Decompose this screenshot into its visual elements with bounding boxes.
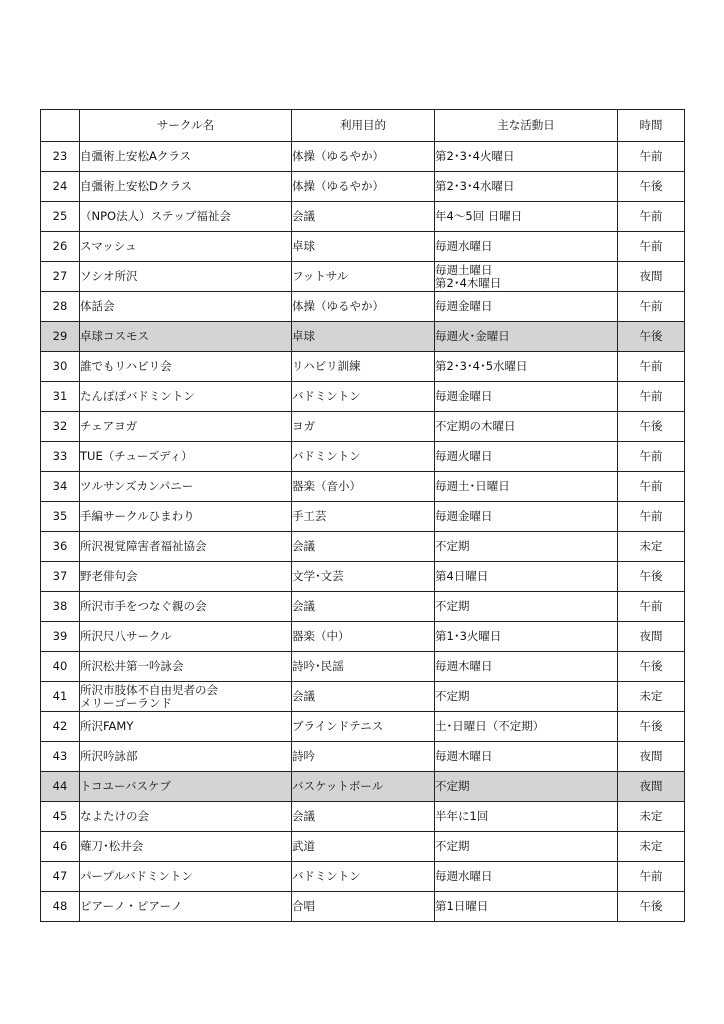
purpose: フットサル <box>292 262 435 292</box>
purpose: 合唱 <box>292 892 435 922</box>
time-slot: 午前 <box>618 142 685 172</box>
table-row <box>41 502 685 532</box>
table-row <box>41 802 685 832</box>
row-number: 35 <box>41 502 80 532</box>
activity-days: 不定期の木曜日 <box>435 412 618 442</box>
table-row <box>41 742 685 772</box>
row-number: 45 <box>41 802 80 832</box>
row-number: 24 <box>41 172 80 202</box>
row-number: 31 <box>41 382 80 412</box>
purpose: 体操（ゆるやか） <box>292 292 435 322</box>
row-number: 41 <box>41 682 80 712</box>
purpose: 詩吟･民謡 <box>292 652 435 682</box>
time-slot: 夜間 <box>618 742 685 772</box>
circle-name: 所沢視覚障害者福祉協会 <box>80 532 292 562</box>
purpose: 手工芸 <box>292 502 435 532</box>
circle-name: ソシオ所沢 <box>80 262 292 292</box>
row-number: 38 <box>41 592 80 622</box>
table-header-row <box>41 110 685 142</box>
table-row <box>41 712 685 742</box>
table-row <box>41 772 685 802</box>
table-row <box>41 322 685 352</box>
table-row <box>41 472 685 502</box>
time-slot: 午後 <box>618 412 685 442</box>
activity-days: 第1･3火曜日 <box>435 622 618 652</box>
row-number: 46 <box>41 832 80 862</box>
circle-name: 所沢FAMY <box>80 712 292 742</box>
circle-name: ツルサンズカンパニー <box>80 472 292 502</box>
circle-name: トコユーバスケブ <box>80 772 292 802</box>
table-row <box>41 652 685 682</box>
purpose: 会議 <box>292 682 435 712</box>
row-number: 23 <box>41 142 80 172</box>
activity-days: 不定期 <box>435 832 618 862</box>
table-row <box>41 412 685 442</box>
purpose: 器楽（音小） <box>292 472 435 502</box>
purpose: 器楽（中） <box>292 622 435 652</box>
circle-name: 自彊術上安松Dクラス <box>80 172 292 202</box>
table-row <box>41 142 685 172</box>
row-number: 27 <box>41 262 80 292</box>
row-number: 40 <box>41 652 80 682</box>
row-number: 42 <box>41 712 80 742</box>
activity-days: 毎週火･金曜日 <box>435 322 618 352</box>
header-circle-name: サークル名 <box>80 110 292 142</box>
time-slot: 午前 <box>618 202 685 232</box>
purpose: 武道 <box>292 832 435 862</box>
purpose: バドミントン <box>292 442 435 472</box>
time-slot: 午後 <box>618 322 685 352</box>
row-number: 43 <box>41 742 80 772</box>
activity-days: 不定期 <box>435 682 618 712</box>
purpose: 会議 <box>292 802 435 832</box>
circle-name: 誰でもリハビリ会 <box>80 352 292 382</box>
activity-days: 土･日曜日（不定期） <box>435 712 618 742</box>
purpose: 文学･文芸 <box>292 562 435 592</box>
time-slot: 未定 <box>618 832 685 862</box>
activity-days: 不定期 <box>435 772 618 802</box>
circle-name: 所沢市手をつなぐ親の会 <box>80 592 292 622</box>
time-slot: 午前 <box>618 382 685 412</box>
row-number: 25 <box>41 202 80 232</box>
time-slot: 午後 <box>618 652 685 682</box>
purpose: ヨガ <box>292 412 435 442</box>
row-number: 36 <box>41 532 80 562</box>
circle-name: ピアーノ・ピアーノ <box>80 892 292 922</box>
time-slot: 午前 <box>618 862 685 892</box>
time-slot: 午前 <box>618 472 685 502</box>
circle-table <box>40 109 685 922</box>
circle-name: 手編サークルひまわり <box>80 502 292 532</box>
table-row <box>41 202 685 232</box>
table-row <box>41 292 685 322</box>
purpose: 会議 <box>292 592 435 622</box>
circle-name: 所沢吟詠部 <box>80 742 292 772</box>
purpose: 体操（ゆるやか） <box>292 142 435 172</box>
header-purpose: 利用目的 <box>292 110 435 142</box>
table-row <box>41 862 685 892</box>
time-slot: 午前 <box>618 442 685 472</box>
purpose: 会議 <box>292 202 435 232</box>
circle-name: 薙刀･松井会 <box>80 832 292 862</box>
activity-days: 毎週木曜日 <box>435 742 618 772</box>
table-row <box>41 262 685 292</box>
row-number: 39 <box>41 622 80 652</box>
time-slot: 午前 <box>618 502 685 532</box>
row-number: 48 <box>41 892 80 922</box>
header-time: 時間 <box>618 110 685 142</box>
activity-days: 第2･3･4･5水曜日 <box>435 352 618 382</box>
table-row <box>41 622 685 652</box>
circle-name <box>80 682 292 712</box>
activity-days: 第2･3･4水曜日 <box>435 172 618 202</box>
time-slot: 夜間 <box>618 262 685 292</box>
activity-days-line-1: 毎週土曜日 <box>435 262 493 277</box>
table-row <box>41 172 685 202</box>
time-slot: 未定 <box>618 532 685 562</box>
purpose: バドミントン <box>292 862 435 892</box>
time-slot: 午後 <box>618 892 685 922</box>
row-number: 34 <box>41 472 80 502</box>
activity-days: 毎週金曜日 <box>435 292 618 322</box>
row-number: 47 <box>41 862 80 892</box>
time-slot: 午前 <box>618 352 685 382</box>
time-slot: 午前 <box>618 232 685 262</box>
table-row <box>41 352 685 382</box>
activity-days: 毎週土･日曜日 <box>435 472 618 502</box>
circle-name: （NPO法人）ステップ福祉会 <box>80 202 292 232</box>
activity-days: 不定期 <box>435 592 618 622</box>
activity-days: 毎週金曜日 <box>435 382 618 412</box>
circle-name-line-1: 所沢市肢体不自由児者の会 <box>80 682 218 697</box>
table-row <box>41 382 685 412</box>
row-number: 29 <box>41 322 80 352</box>
time-slot: 午前 <box>618 592 685 622</box>
purpose: 詩吟 <box>292 742 435 772</box>
activity-days: 年4～5回 日曜日 <box>435 202 618 232</box>
time-slot: 午後 <box>618 562 685 592</box>
row-number: 32 <box>41 412 80 442</box>
table-row <box>41 832 685 862</box>
circle-name: 体話会 <box>80 292 292 322</box>
circle-name: 所沢松井第一吟詠会 <box>80 652 292 682</box>
table-row <box>41 592 685 622</box>
header-activity-days: 主な活動日 <box>435 110 618 142</box>
row-number: 44 <box>41 772 80 802</box>
purpose: 体操（ゆるやか） <box>292 172 435 202</box>
row-number: 30 <box>41 352 80 382</box>
table-row <box>41 682 685 712</box>
activity-days: 半年に1回 <box>435 802 618 832</box>
activity-days: 第4日曜日 <box>435 562 618 592</box>
purpose: バドミントン <box>292 382 435 412</box>
purpose: 卓球 <box>292 232 435 262</box>
purpose: 卓球 <box>292 322 435 352</box>
activity-days: 毎週水曜日 <box>435 862 618 892</box>
purpose: リハビリ訓練 <box>292 352 435 382</box>
table-row <box>41 562 685 592</box>
activity-days: 毎週水曜日 <box>435 232 618 262</box>
circle-name: なよたけの会 <box>80 802 292 832</box>
purpose: 会議 <box>292 532 435 562</box>
circle-name: チェアヨガ <box>80 412 292 442</box>
purpose: バスケットボール <box>292 772 435 802</box>
activity-days: 第2･3･4火曜日 <box>435 142 618 172</box>
circle-name-line-2: メリーゴーランド <box>80 695 172 710</box>
time-slot: 夜間 <box>618 772 685 802</box>
time-slot: 未定 <box>618 682 685 712</box>
row-number: 28 <box>41 292 80 322</box>
circle-name: TUE（チューズディ） <box>80 442 292 472</box>
table-body <box>41 142 685 922</box>
header-number <box>41 110 80 142</box>
time-slot: 夜間 <box>618 622 685 652</box>
activity-days: 毎週木曜日 <box>435 652 618 682</box>
circle-name: スマッシュ <box>80 232 292 262</box>
time-slot: 未定 <box>618 802 685 832</box>
table-row <box>41 892 685 922</box>
circle-name: パープルバドミントン <box>80 862 292 892</box>
time-slot: 午後 <box>618 712 685 742</box>
row-number: 33 <box>41 442 80 472</box>
time-slot: 午前 <box>618 292 685 322</box>
row-number: 26 <box>41 232 80 262</box>
activity-days <box>435 262 618 292</box>
activity-days: 不定期 <box>435 532 618 562</box>
circle-name: 卓球コスモス <box>80 322 292 352</box>
table-row <box>41 442 685 472</box>
circle-name: たんぽぽバドミントン <box>80 382 292 412</box>
circle-name: 所沢尺八サークル <box>80 622 292 652</box>
circle-name: 野老俳句会 <box>80 562 292 592</box>
circle-name: 自彊術上安松Aクラス <box>80 142 292 172</box>
activity-days-line-2: 第2･4木曜日 <box>435 275 502 290</box>
row-number: 37 <box>41 562 80 592</box>
activity-days: 毎週金曜日 <box>435 502 618 532</box>
activity-days: 第1日曜日 <box>435 892 618 922</box>
activity-days: 毎週火曜日 <box>435 442 618 472</box>
purpose: ブラインドテニス <box>292 712 435 742</box>
table-row <box>41 232 685 262</box>
table-row <box>41 532 685 562</box>
time-slot: 午後 <box>618 172 685 202</box>
